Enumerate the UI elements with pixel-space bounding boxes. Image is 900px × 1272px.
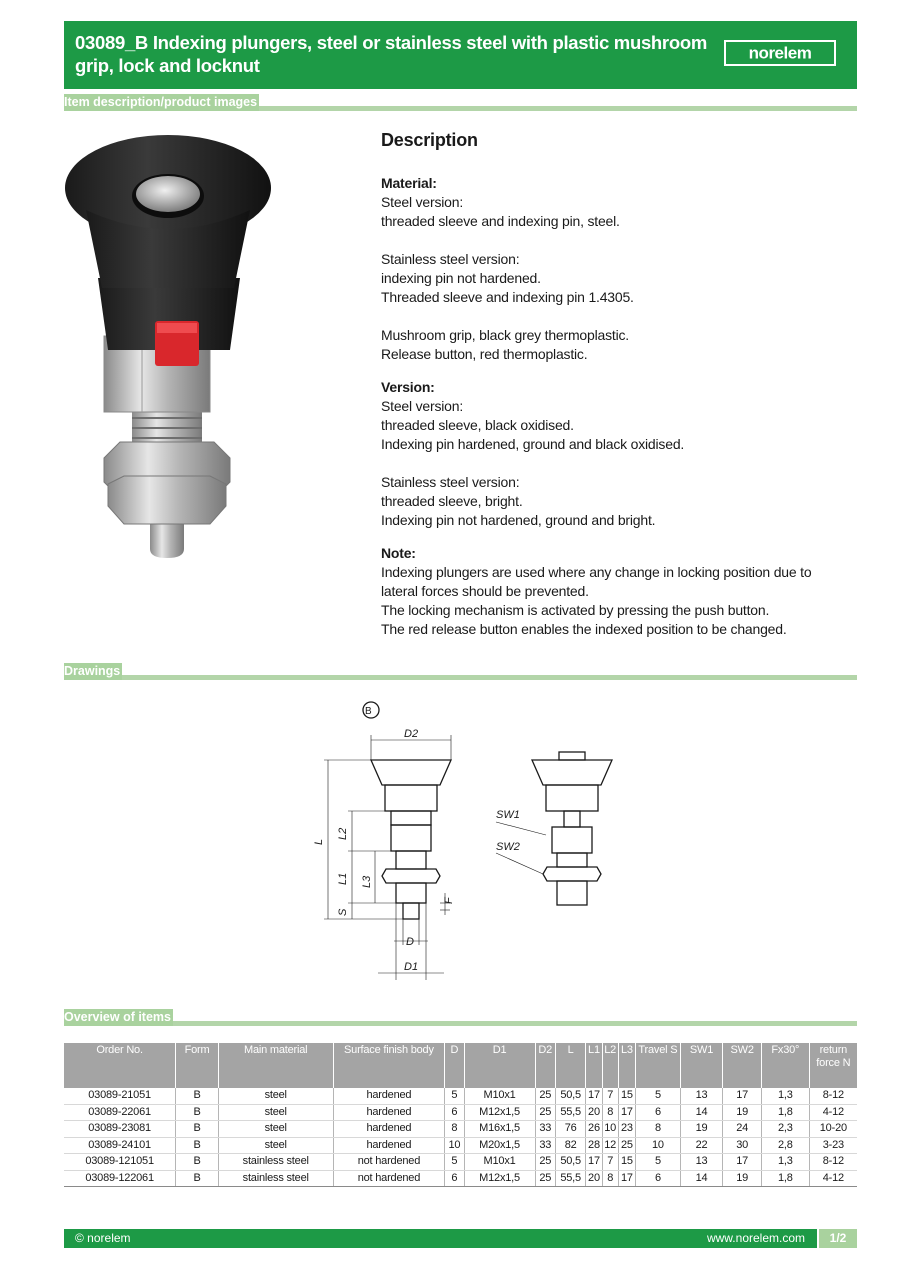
description-block-version	[381, 378, 851, 454]
table-cell: 17	[618, 1170, 635, 1187]
drawing-label-sw2: SW2	[496, 841, 520, 853]
table-cell: 10-20	[809, 1121, 857, 1138]
table-cell: 55,5	[555, 1170, 585, 1187]
section-bar-overview	[64, 1006, 857, 1026]
items-table	[64, 1043, 857, 1187]
table-cell: M20x1,5	[464, 1137, 535, 1154]
page-header	[64, 21, 857, 89]
col-header: SW2	[723, 1043, 762, 1088]
table-cell: 50,5	[555, 1154, 585, 1171]
material-title: Material:	[381, 175, 437, 191]
description-block-material	[381, 174, 851, 231]
table-cell: not hardened	[333, 1154, 445, 1171]
table-cell: 03089-22061	[64, 1104, 176, 1121]
footer-url-link[interactable]: www.norelem.com	[706, 1231, 805, 1245]
drawing-label-f: F	[443, 897, 455, 904]
description-block-grip	[381, 326, 851, 364]
table-cell: 25	[535, 1154, 555, 1171]
logo-wordmark	[730, 44, 830, 62]
table-cell: 6	[445, 1104, 464, 1121]
table-cell: 8	[445, 1121, 464, 1138]
table-cell: 19	[680, 1121, 723, 1138]
table-cell: M12x1,5	[464, 1170, 535, 1187]
drawing-label-l1: L1	[337, 872, 349, 885]
table-cell: M12x1,5	[464, 1104, 535, 1121]
col-header: return force N	[809, 1043, 857, 1088]
description-line: Stainless steel version:	[381, 251, 520, 267]
table-cell: hardened	[333, 1088, 445, 1104]
table-cell: not hardened	[333, 1170, 445, 1187]
table-cell: 24	[723, 1121, 762, 1138]
table-row	[64, 1154, 857, 1171]
table-cell: M10x1	[464, 1088, 535, 1104]
table-cell: 19	[723, 1104, 762, 1121]
col-header: D2	[535, 1043, 555, 1088]
table-cell: 4-12	[809, 1104, 857, 1121]
col-header: Fx30°	[761, 1043, 809, 1088]
table-cell: 5	[445, 1088, 464, 1104]
col-header: L	[555, 1043, 585, 1088]
table-cell: hardened	[333, 1104, 445, 1121]
table-cell: 15	[618, 1088, 635, 1104]
table-cell: 14	[680, 1104, 723, 1121]
description-line: Indexing pin hardened, ground and black oxidised.	[381, 436, 685, 452]
table-cell: B	[176, 1154, 219, 1171]
table-cell: 3-23	[809, 1137, 857, 1154]
drawing-label-form: B	[365, 706, 372, 717]
section-label-overview: Overview of items	[64, 1010, 171, 1024]
description-block-stainless	[381, 250, 851, 307]
description-line: Mushroom grip, black grey thermoplastic.	[381, 327, 629, 343]
description-heading: Description	[381, 130, 478, 150]
table-cell: 03089-23081	[64, 1121, 176, 1138]
table-cell: 1,3	[761, 1088, 809, 1104]
table-cell: 26	[586, 1121, 602, 1138]
table-cell: 8	[636, 1121, 681, 1138]
table-row	[64, 1137, 857, 1154]
table-cell: 17	[723, 1088, 762, 1104]
drawing-label-l: L	[313, 838, 325, 845]
table-cell: steel	[218, 1104, 333, 1121]
table-cell: 25	[535, 1104, 555, 1121]
drawing-label-l2: L2	[337, 827, 349, 840]
table-cell: 10	[602, 1121, 618, 1138]
table-row	[64, 1088, 857, 1104]
table-cell: 1,8	[761, 1104, 809, 1121]
table-cell: 30	[723, 1137, 762, 1154]
col-header: Form	[176, 1043, 219, 1088]
table-cell: B	[176, 1104, 219, 1121]
table-cell: 8	[602, 1170, 618, 1187]
table-cell: 4-12	[809, 1170, 857, 1187]
table-cell: stainless steel	[218, 1170, 333, 1187]
table-cell: 03089-122061	[64, 1170, 176, 1187]
drawing-label-sw1: SW1	[496, 809, 520, 821]
col-header: D1	[464, 1043, 535, 1088]
table-cell: 13	[680, 1088, 723, 1104]
table-cell: 8-12	[809, 1154, 857, 1171]
table-cell: B	[176, 1121, 219, 1138]
col-header: D	[445, 1043, 464, 1088]
description-line: The red release button enables the indexed position to be changed.	[381, 621, 787, 637]
table-cell: 03089-21051	[64, 1088, 176, 1104]
product-image	[64, 128, 272, 568]
description-line: Steel version:	[381, 398, 464, 414]
table-cell: 25	[535, 1088, 555, 1104]
section-label-images: Item description/product images	[64, 95, 258, 109]
page-number: 1/2	[817, 1229, 857, 1248]
table-cell: B	[176, 1088, 219, 1104]
drawing-label-l3: L3	[361, 875, 373, 888]
table-cell: 82	[555, 1137, 585, 1154]
col-header: Surface finish body	[333, 1043, 445, 1088]
table-cell: steel	[218, 1137, 333, 1154]
col-header: L3	[618, 1043, 635, 1088]
table-cell: 19	[723, 1170, 762, 1187]
table-cell: hardened	[333, 1137, 445, 1154]
table-cell: 76	[555, 1121, 585, 1138]
drawing-label-s: S	[337, 908, 349, 916]
table-cell: B	[176, 1170, 219, 1187]
table-cell: 03089-121051	[64, 1154, 176, 1171]
technical-drawing	[300, 695, 620, 985]
col-header: L1	[586, 1043, 602, 1088]
section-bar-images	[64, 91, 857, 111]
table-cell: 17	[618, 1104, 635, 1121]
description-line: Indexing pin not hardened, ground and bright.	[381, 512, 656, 528]
norelem-logo	[724, 40, 836, 66]
table-cell: 5	[636, 1154, 681, 1171]
table-cell: 55,5	[555, 1104, 585, 1121]
table-cell: 2,3	[761, 1121, 809, 1138]
table-cell: 14	[680, 1170, 723, 1187]
description-line: Stainless steel version:	[381, 474, 520, 490]
table-cell: 6	[445, 1170, 464, 1187]
table-cell: 25	[535, 1170, 555, 1187]
table-row	[64, 1104, 857, 1121]
col-header: Main material	[218, 1043, 333, 1088]
table-cell: 13	[680, 1154, 723, 1171]
description-panel	[381, 128, 851, 658]
drawing-label-d: D	[406, 936, 414, 948]
section-label-drawings: Drawings	[64, 664, 121, 678]
section-bar-drawings	[64, 660, 857, 680]
description-line: threaded sleeve, black oxidised.	[381, 417, 574, 433]
table-cell: 5	[636, 1088, 681, 1104]
footer-copyright: © norelem	[75, 1231, 131, 1245]
table-cell: 1,8	[761, 1170, 809, 1187]
table-cell: 50,5	[555, 1088, 585, 1104]
table-cell: 17	[586, 1088, 602, 1104]
description-line: indexing pin not hardened.	[381, 270, 541, 286]
version-title: Version:	[381, 379, 435, 395]
col-header: L2	[602, 1043, 618, 1088]
table-cell: 12	[602, 1137, 618, 1154]
table-cell: 10	[636, 1137, 681, 1154]
table-cell: steel	[218, 1088, 333, 1104]
table-cell: 17	[586, 1154, 602, 1171]
table-cell: 22	[680, 1137, 723, 1154]
table-cell: B	[176, 1137, 219, 1154]
drawing-label-d1: D1	[404, 961, 419, 973]
table-cell: M16x1,5	[464, 1121, 535, 1138]
table-cell: 23	[618, 1121, 635, 1138]
table-cell: 20	[586, 1104, 602, 1121]
col-header: SW1	[680, 1043, 723, 1088]
description-block-stainless-version	[381, 473, 851, 530]
description-line: The locking mechanism is activated by pressing the push button.	[381, 602, 770, 618]
table-body	[64, 1088, 857, 1187]
col-header: Travel S	[636, 1043, 681, 1088]
table-cell: 20	[586, 1170, 602, 1187]
description-line: Release button, red thermoplastic.	[381, 346, 588, 362]
description-block-note	[381, 544, 851, 639]
col-header: Order No.	[64, 1043, 176, 1088]
drawing-label-d2: D2	[404, 728, 419, 740]
table-cell: 17	[723, 1154, 762, 1171]
page-footer	[64, 1229, 857, 1248]
table-cell: hardened	[333, 1121, 445, 1138]
description-line: threaded sleeve and indexing pin, steel.	[381, 213, 620, 229]
table-cell: steel	[218, 1121, 333, 1138]
table-cell: 2,8	[761, 1137, 809, 1154]
table-cell: 03089-24101	[64, 1137, 176, 1154]
description-line: threaded sleeve, bright.	[381, 493, 523, 509]
table-cell: 33	[535, 1137, 555, 1154]
table-cell: 1,3	[761, 1154, 809, 1171]
logo-text: norelem	[748, 44, 812, 62]
description-line: Steel version:	[381, 194, 464, 210]
table-cell: 7	[602, 1088, 618, 1104]
page-title: 03089_B Indexing plungers, steel or stainless steel with plastic mushroom grip, lock and locknut	[75, 32, 707, 76]
table-cell: M10x1	[464, 1154, 535, 1171]
table-cell: 6	[636, 1170, 681, 1187]
table-cell: 8	[602, 1104, 618, 1121]
note-title: Note:	[381, 545, 416, 561]
table-cell: 25	[618, 1137, 635, 1154]
table-cell: 5	[445, 1154, 464, 1171]
table-row	[64, 1121, 857, 1138]
table-cell: 15	[618, 1154, 635, 1171]
table-cell: 6	[636, 1104, 681, 1121]
table-cell: 10	[445, 1137, 464, 1154]
description-line: Threaded sleeve and indexing pin 1.4305.	[381, 289, 634, 305]
table-cell: stainless steel	[218, 1154, 333, 1171]
description-line: Indexing plungers are used where any change in locking position due to lateral forces should be prevented.	[381, 564, 812, 599]
table-header-row	[64, 1043, 857, 1088]
table-row	[64, 1170, 857, 1187]
table-cell: 28	[586, 1137, 602, 1154]
table-cell: 7	[602, 1154, 618, 1171]
table-cell: 33	[535, 1121, 555, 1138]
table-cell: 8-12	[809, 1088, 857, 1104]
